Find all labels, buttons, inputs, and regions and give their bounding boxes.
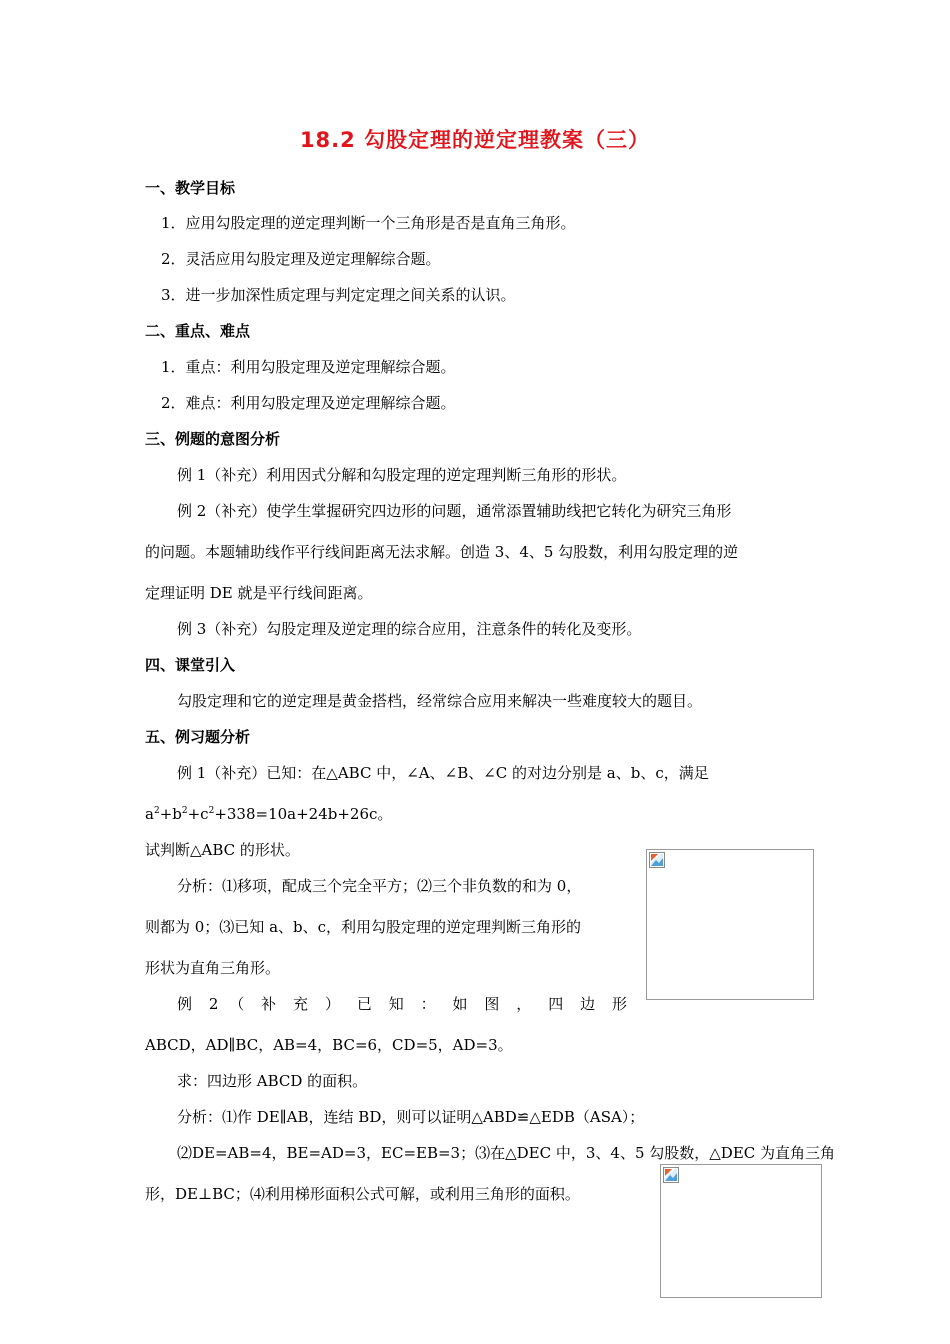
section-heading-exercises: 五、例习题分析 (145, 728, 251, 746)
figure-triangle-placeholder (646, 849, 814, 1000)
figure-quadrilateral-placeholder (660, 1164, 822, 1298)
example1-analysis: 分析：⑴移项，配成三个完全平方；⑵三个非负数的和为 0， (177, 877, 582, 895)
example2-analysis: 形，DE⊥BC；⑷利用梯形面积公式可解，或利用三角形的面积。 (145, 1185, 580, 1203)
example1-equation: $a^2+b^2+c^2+338=10a+24b+26c$。 (145, 805, 393, 823)
paragraph-line: 定理证明 DE 就是平行线间距离。 (145, 584, 373, 602)
section-heading-intent-analysis: 三、例题的意图分析 (145, 430, 281, 448)
broken-image-icon (649, 852, 665, 868)
example2-question: 求：四边形 ABCD 的面积。 (177, 1072, 368, 1090)
example2-analysis: ⑵DE=AB=4，BE=AD=3，EC=EB=3；⑶在△DEC 中，3、4、5 勾股数，△DEC 为直角三角 (177, 1144, 836, 1162)
section-heading-key-points: 二、重点、难点 (145, 322, 251, 340)
example2-conditions: ABCD，AD∥BC，AB=4，BC=6，CD=5，AD=3。 (145, 1036, 513, 1054)
objective-item: 2．灵活应用勾股定理及逆定理解综合题。 (161, 250, 441, 268)
section-heading-objectives: 一、教学目标 (145, 179, 236, 197)
objective-item: 3．进一步加深性质定理与判定定理之间关系的认识。 (161, 286, 516, 304)
example1-statement: 例 1（补充）已知：在△ABC 中，∠A、∠B、∠C 的对边分别是 a、b、c，满足 (177, 764, 709, 782)
paragraph-line: 的问题。本题辅助线作平行线间距离无法求解。创造 3、4、5 勾股数，利用勾股定理的逆 (145, 543, 739, 561)
paragraph-line: 勾股定理和它的逆定理是黄金搭档，经常综合应用来解决一些难度较大的题目。 (177, 692, 703, 710)
page-title: 18.2 勾股定理的逆定理教案（三） (299, 128, 651, 152)
paragraph-line: 例 1（补充）利用因式分解和勾股定理的逆定理判断三角形的形状。 (177, 466, 627, 484)
paragraph-line: 例 2（补充）使学生掌握研究四边形的问题，通常添置辅助线把它转化为研究三角形 (177, 502, 732, 520)
objective-item: 1．应用勾股定理的逆定理判断一个三角形是否是直角三角形。 (161, 214, 576, 232)
key-point-item: 1．重点：利用勾股定理及逆定理解综合题。 (161, 358, 456, 376)
key-point-item: 2．难点：利用勾股定理及逆定理解综合题。 (161, 394, 456, 412)
broken-image-icon (663, 1167, 679, 1183)
example2-analysis: 分析：⑴作 DE∥AB，连结 BD，则可以证明△ABD≌△EDB（ASA）； (177, 1108, 645, 1126)
example1-analysis: 形状为直角三角形。 (145, 959, 281, 977)
example1-question: 试判断△ABC 的形状。 (145, 841, 300, 859)
section-heading-introduction: 四、课堂引入 (145, 656, 236, 674)
example1-analysis: 则都为 0；⑶已知 a、b、c，利用勾股定理的逆定理判断三角形的 (145, 918, 582, 936)
example2-statement: 例 2 （ 补 充 ） 已 知 ： 如 图 ， 四 边 形 (177, 995, 627, 1013)
paragraph-line: 例 3（补充）勾股定理及逆定理的综合应用，注意条件的转化及变形。 (177, 620, 642, 638)
